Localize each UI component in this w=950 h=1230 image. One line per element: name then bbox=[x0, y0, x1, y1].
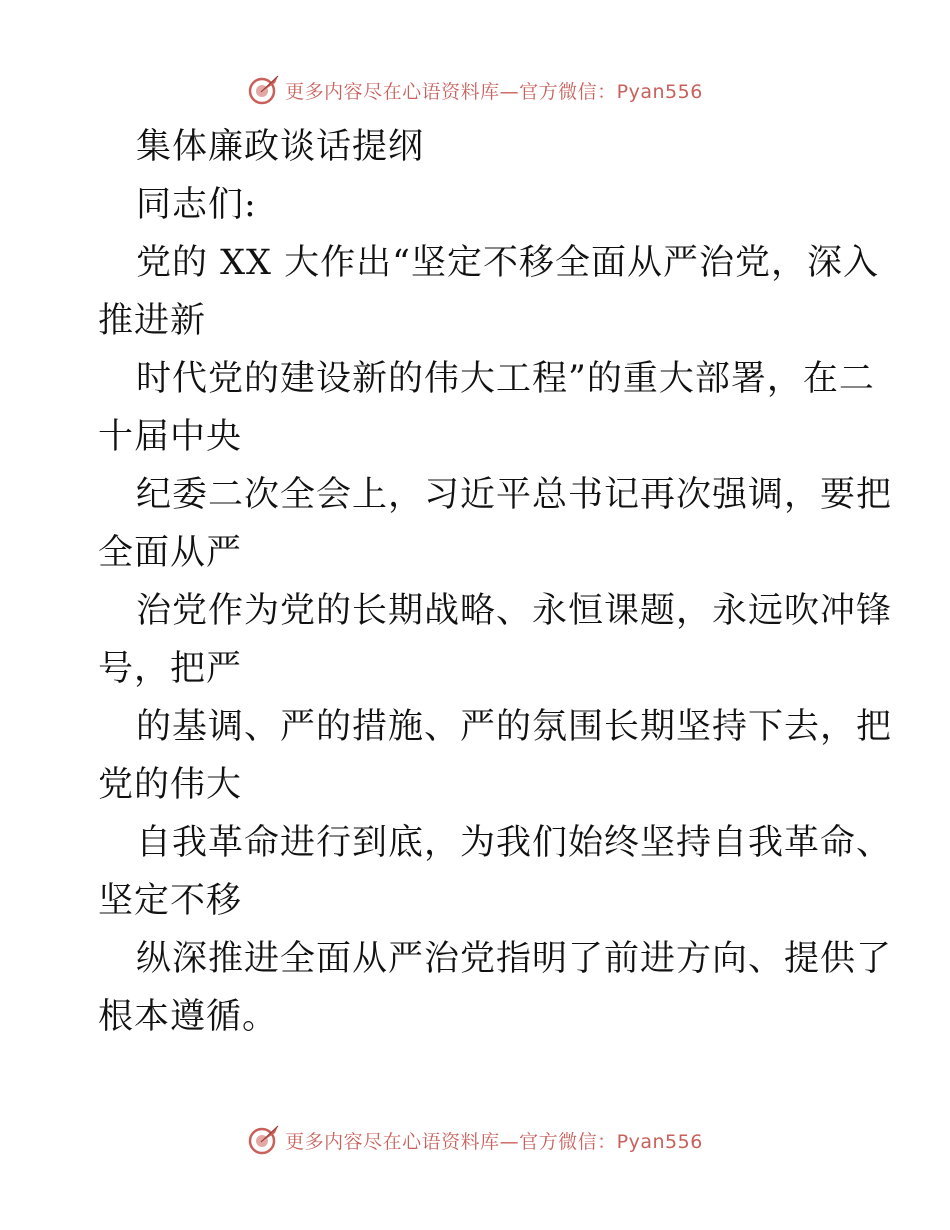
quill-pen-logo-icon bbox=[247, 1123, 281, 1157]
header-banner bbox=[0, 70, 950, 110]
footer-banner-text: 更多内容尽在心语资料库—官方微信：Pyan556 bbox=[285, 1130, 703, 1153]
paragraph-line: 自我革命进行到底，为我们始终坚持自我革命、 bbox=[136, 823, 893, 863]
paragraph-line: 推进新 bbox=[98, 301, 207, 341]
document-salutation: 同志们: bbox=[136, 185, 257, 225]
paragraph-line: 坚定不移 bbox=[98, 881, 243, 921]
paragraph-line: 时代党的建设新的伟大工程”的重大部署，在二 bbox=[136, 359, 875, 399]
paragraph-line: 十届中央 bbox=[98, 417, 243, 457]
header-banner-text: 更多内容尽在心语资料库—官方微信：Pyan556 bbox=[285, 80, 703, 103]
paragraph-line: 治党作为党的长期战略、永恒课题，永远吹冲锋 bbox=[136, 591, 893, 631]
paragraph-line: 纵深推进全面从严治党指明了前进方向、提供了 bbox=[136, 939, 893, 979]
paragraph-line: 全面从严 bbox=[98, 533, 243, 573]
footer-banner bbox=[0, 1120, 950, 1160]
paragraph-line: 党的 XX 大作出“坚定不移全面从严治党，深入 bbox=[136, 243, 879, 283]
paragraph-line: 党的伟大 bbox=[98, 765, 243, 805]
quill-pen-logo-icon bbox=[247, 73, 281, 107]
document-title: 集体廉政谈话提纲 bbox=[136, 127, 425, 167]
paragraph-line: 根本遵循。 bbox=[98, 997, 279, 1037]
paragraph-line: 的基调、严的措施、严的氛围长期坚持下去，把 bbox=[136, 707, 893, 747]
document-body bbox=[98, 118, 893, 1046]
paragraph-line: 号，把严 bbox=[98, 649, 243, 689]
paragraph-line: 纪委二次全会上，习近平总书记再次强调，要把 bbox=[136, 475, 893, 515]
